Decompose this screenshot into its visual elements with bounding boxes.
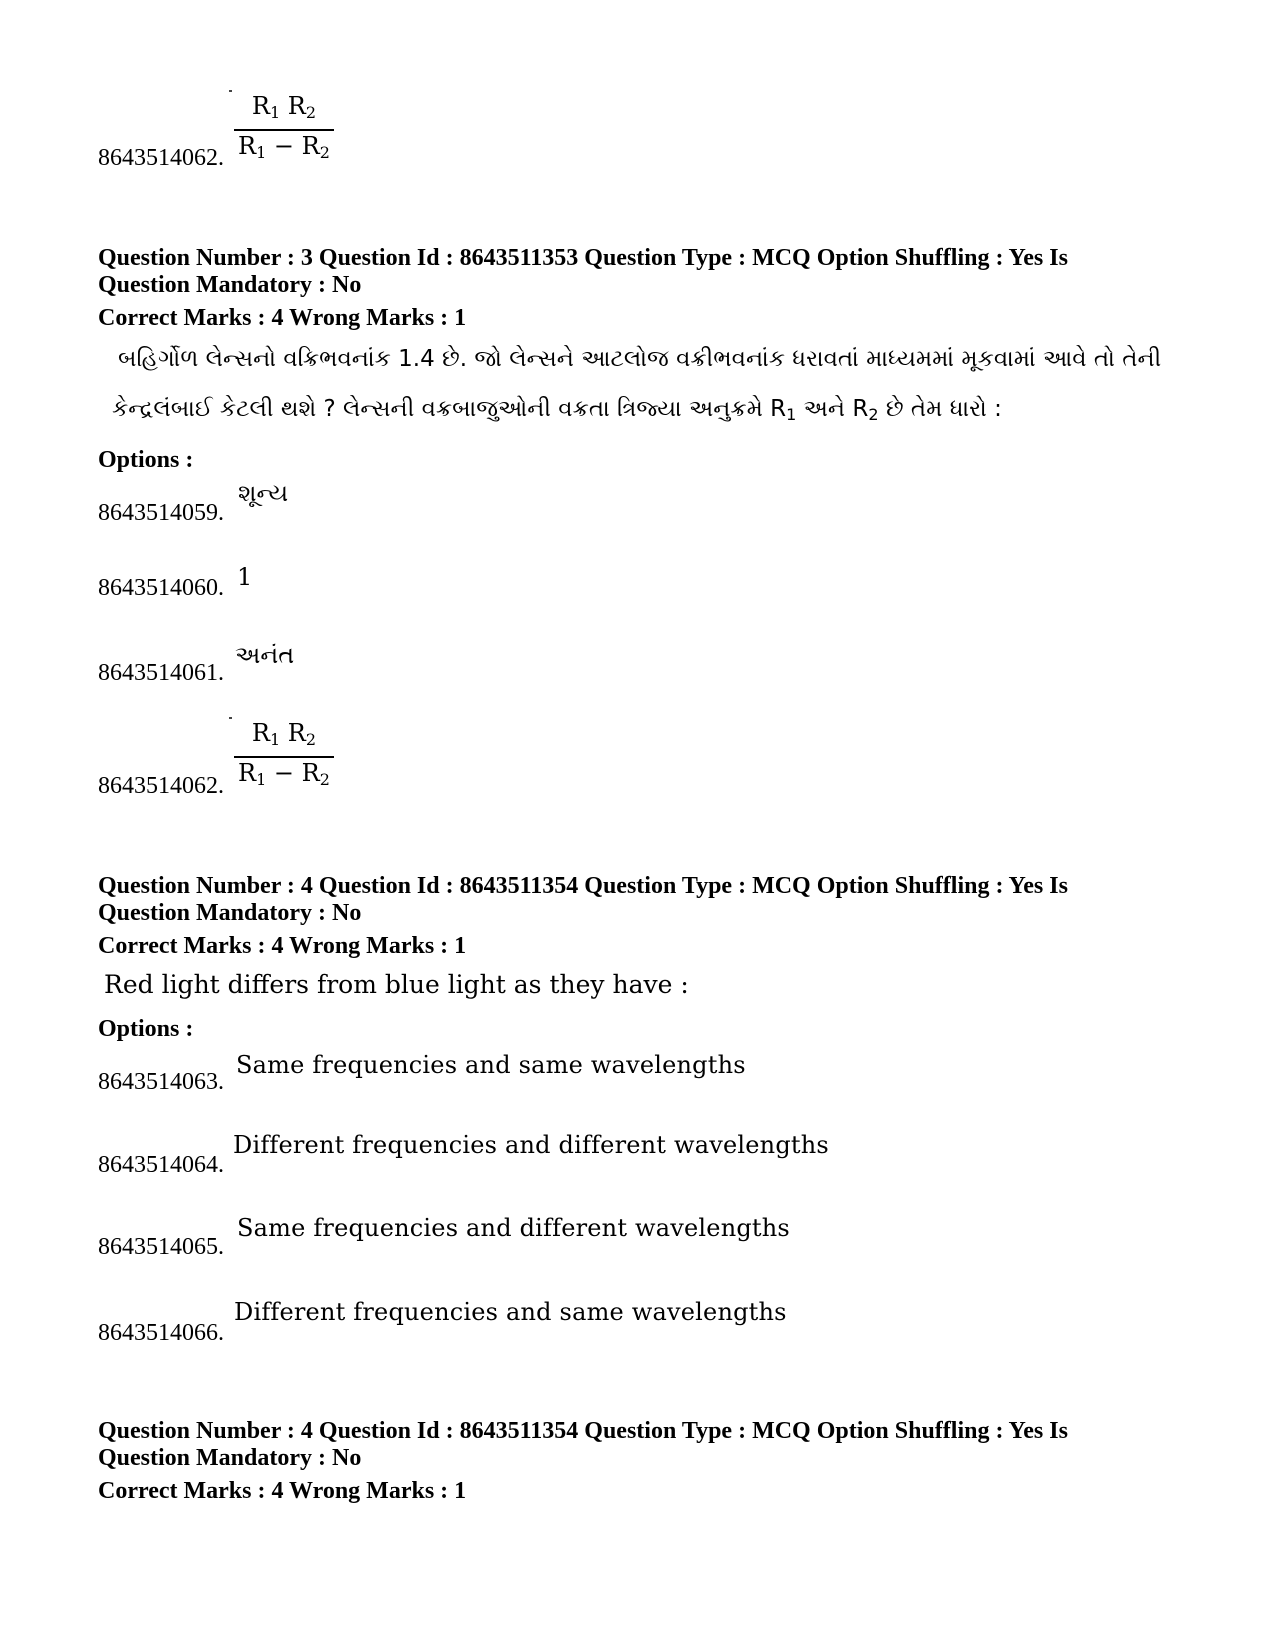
option-id: 8643514063. bbox=[98, 1069, 224, 1095]
options-label: Options : bbox=[98, 447, 194, 473]
fraction-denominator: $R_1 - R_2$ bbox=[238, 132, 330, 162]
option-id: 8643514064. bbox=[98, 1152, 224, 1178]
question-marks: Correct Marks : 4 Wrong Marks : 1 bbox=[98, 1478, 467, 1504]
fraction-denominator: $R_1 - R_2$ bbox=[238, 759, 330, 789]
options-label: Options : bbox=[98, 1016, 194, 1042]
option-id: 8643514060. bbox=[98, 575, 224, 601]
option-text: 1 bbox=[237, 563, 253, 591]
option-id: 8643514059. bbox=[98, 500, 224, 526]
question-marks: Correct Marks : 4 Wrong Marks : 1 bbox=[98, 933, 467, 959]
option-id: 8643514066. bbox=[98, 1320, 224, 1346]
option-id: 8643514062. bbox=[98, 773, 224, 799]
question-header: Question Number : 4 Question Id : 8643511354 Question Type : MCQ Option Shuffling : Yes Is bbox=[98, 873, 1068, 899]
question-stem-line: બહિર્ગોળ લેન્સનો વક્રિભવનાંક 1.4 છે. જો લેન્સને આટલોજ વક્રીભવનાંક ધરાવતાં માધ્યમમાં મૂકવામાં આવે તો તેની bbox=[118, 346, 1162, 372]
question-stem: Red light differs from blue light as they have : bbox=[104, 970, 689, 999]
option-text: અનંત bbox=[235, 641, 295, 669]
top-option-fraction bbox=[232, 92, 336, 168]
question-header: Question Number : 4 Question Id : 8643511354 Question Type : MCQ Option Shuffling : Yes Is bbox=[98, 1418, 1068, 1444]
fraction-image bbox=[232, 719, 336, 795]
fraction-numerator: $R_1$ $R_2$ bbox=[251, 719, 317, 749]
option-text: Different frequencies and different wavelengths bbox=[233, 1131, 829, 1159]
question-header: Question Number : 3 Question Id : 8643511353 Question Type : MCQ Option Shuffling : Yes Is bbox=[98, 245, 1068, 271]
question-marks: Correct Marks : 4 Wrong Marks : 1 bbox=[98, 305, 467, 331]
option-text: Same frequencies and different wavelengths bbox=[237, 1214, 790, 1242]
fraction-numerator: $R_1$ $R_2$ bbox=[251, 92, 317, 122]
question-header-mandatory: Question Mandatory : No bbox=[98, 272, 362, 298]
option-text: શૂન્ય bbox=[238, 479, 289, 507]
option-id: 8643514065. bbox=[98, 1234, 224, 1260]
option-fraction bbox=[232, 719, 336, 795]
option-text: Same frequencies and same wavelengths bbox=[236, 1051, 746, 1079]
question-header-mandatory: Question Mandatory : No bbox=[98, 900, 362, 926]
option-id: 8643514061. bbox=[98, 660, 224, 686]
question-header-mandatory: Question Mandatory : No bbox=[98, 1445, 362, 1471]
option-text: Different frequencies and same wavelengths bbox=[234, 1298, 787, 1326]
question-stem-line: કેન્દ્રલંબાઈ કેટલી થશે ? લેન્સની વક્રબાજુઓની વક્રતા ત્રિજ્યા અનુક્રમે $R_1$ અને $R_2$ છે તેમ ધારો : bbox=[112, 396, 1002, 424]
option-id: 8643514062. bbox=[98, 145, 224, 171]
fraction-image bbox=[232, 92, 336, 168]
